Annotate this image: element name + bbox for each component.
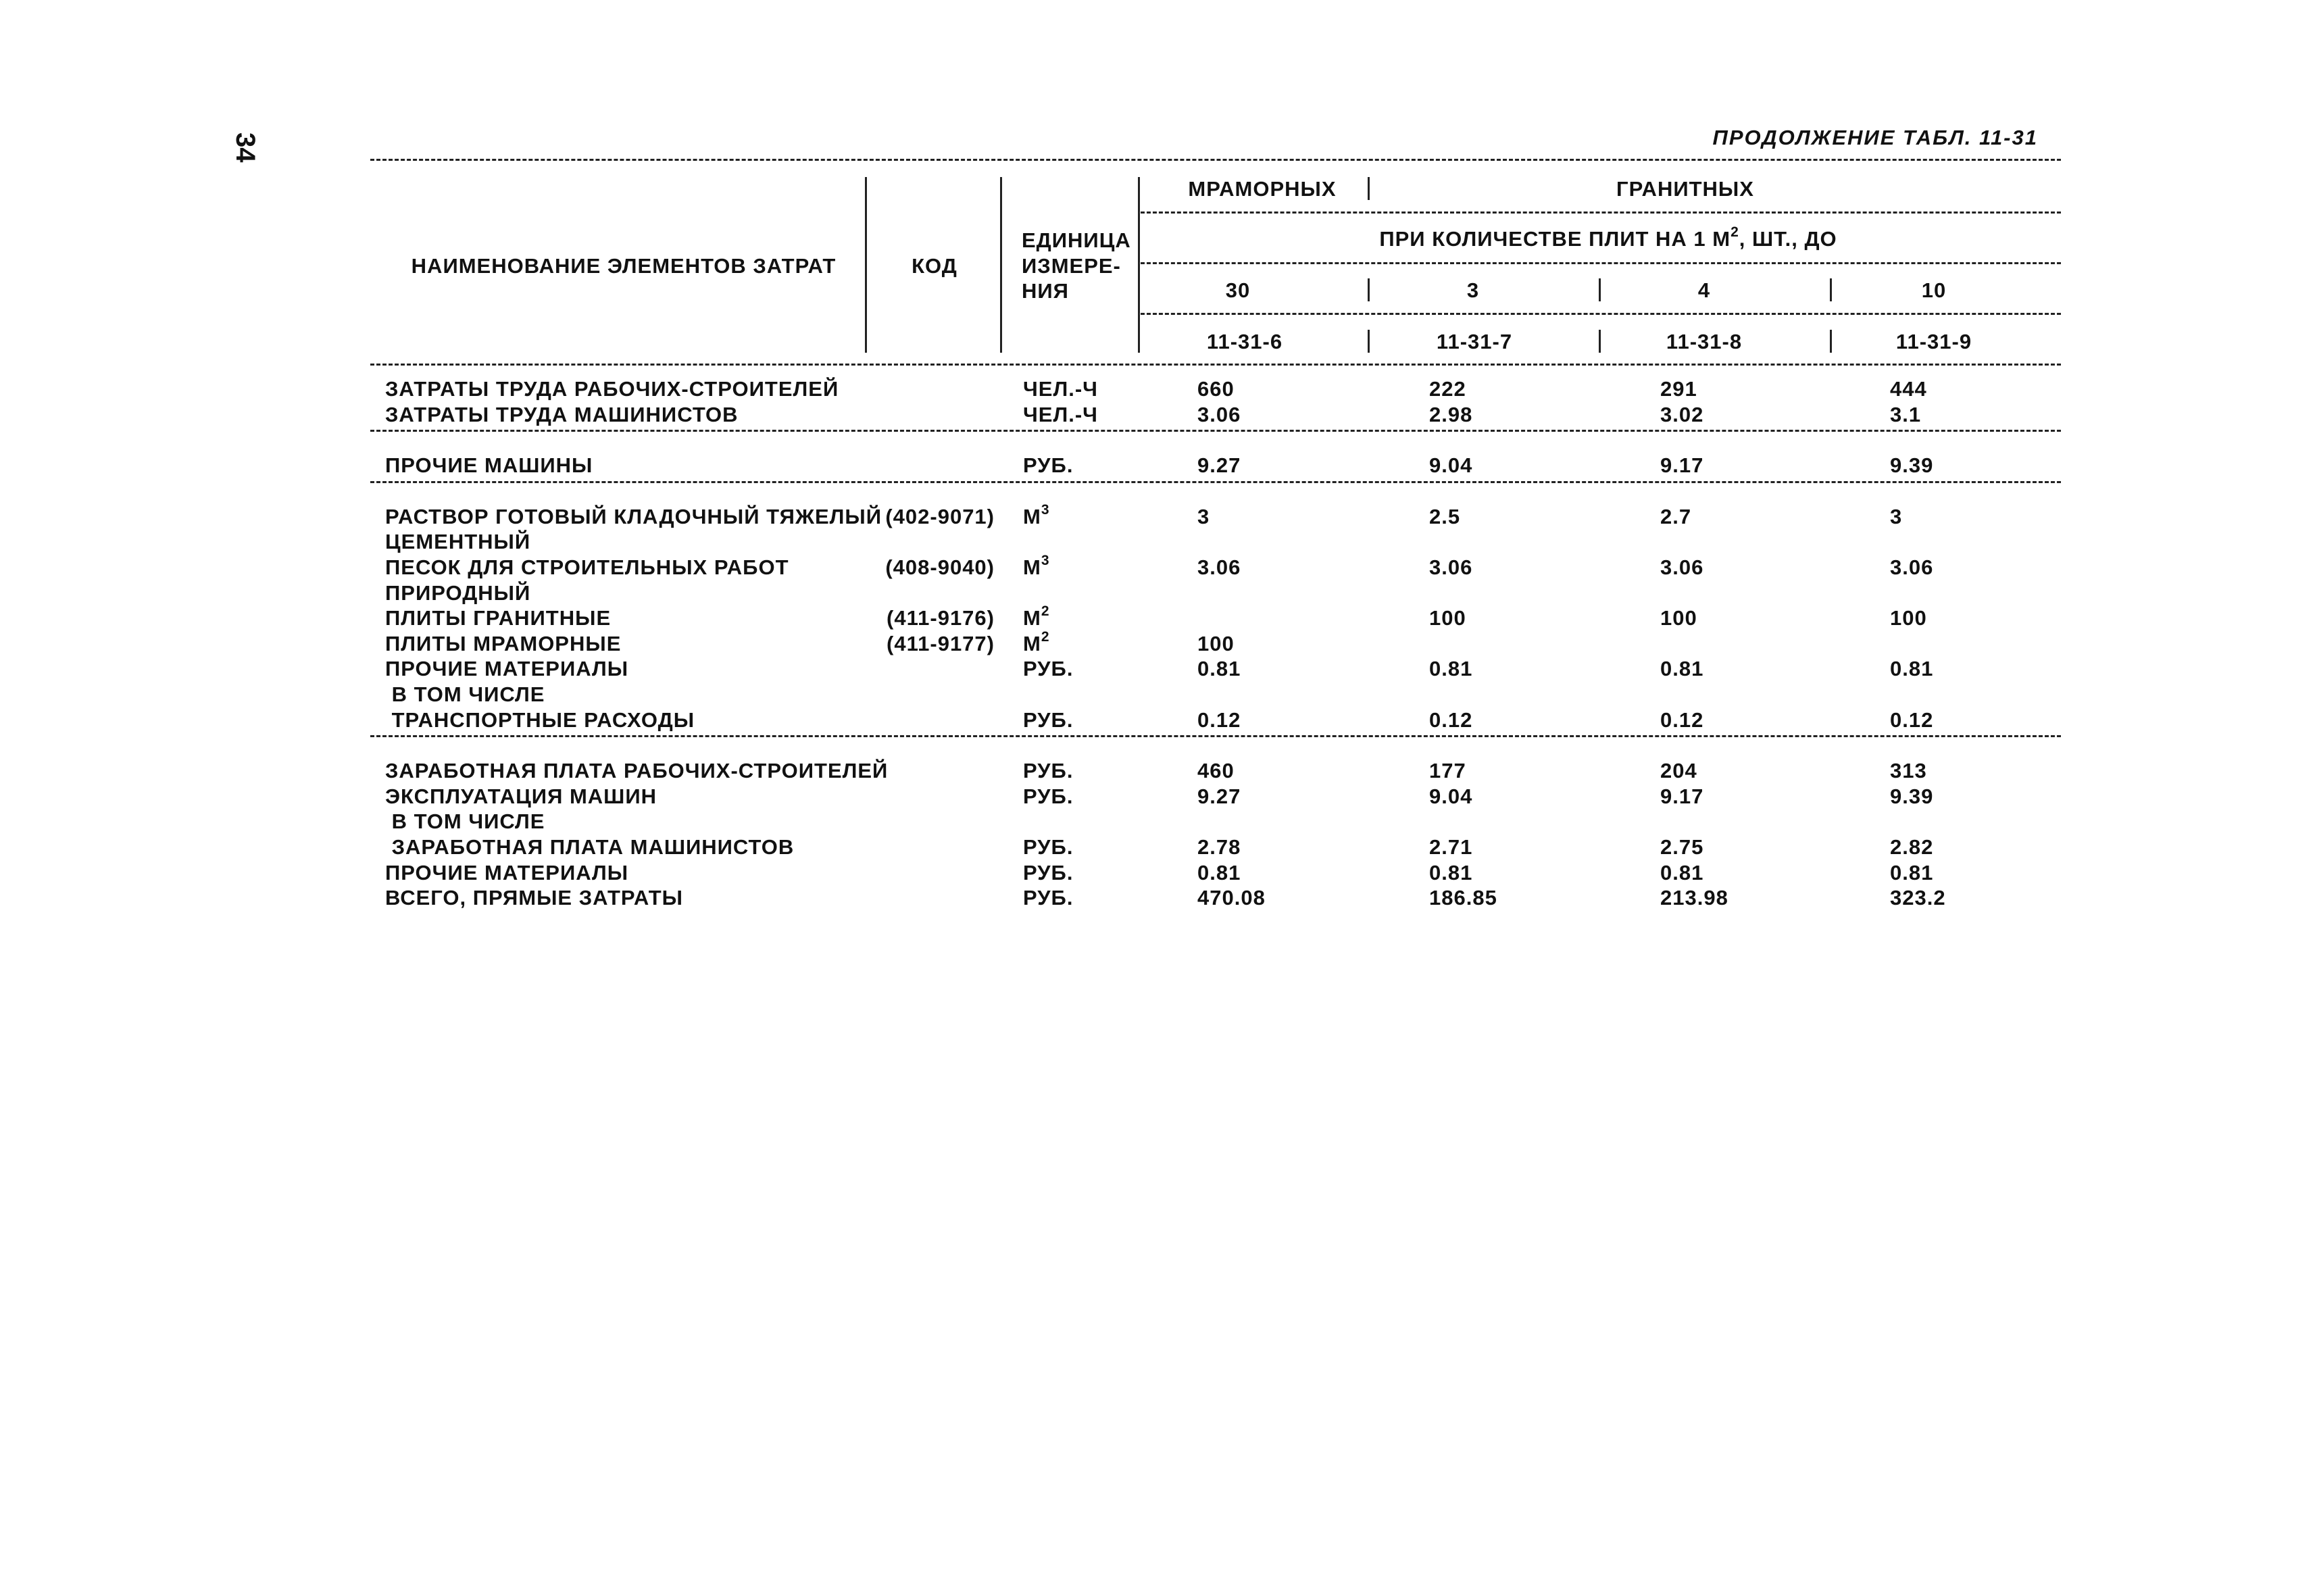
row-unit — [1023, 709, 1073, 730]
section-rule — [370, 735, 2061, 737]
row-name: ЭКСПЛУАТАЦИЯ МАШИН — [385, 784, 657, 808]
table-continuation-title: ПРОДОЛЖЕНИЕ ТАБЛ. 11-31 — [1712, 126, 2038, 149]
row-value: 3.1 — [1890, 403, 1922, 426]
row-value: 0.81 — [1890, 657, 1934, 680]
row-name: В ТОМ ЧИСЛЕ — [385, 682, 545, 706]
row-value: 3 — [1890, 505, 1903, 528]
row-value: 0.81 — [1890, 861, 1934, 884]
row-unit — [1023, 553, 1050, 579]
row-unit-text: РУБ. — [1023, 886, 1074, 909]
row-value: 2.71 — [1429, 835, 1473, 859]
row-unit-sup: 3 — [1041, 553, 1050, 568]
row-value: 660 — [1197, 377, 1235, 401]
row-unit — [1023, 760, 1073, 781]
row-value: 9.27 — [1197, 784, 1241, 808]
header-quantity-prefix: ПРИ КОЛИЧЕСТВЕ ПЛИТ НА 1 М — [1379, 227, 1731, 251]
col-sep-unit — [1138, 177, 1140, 353]
header-unit-line-2: ИЗМЕРЕ- — [1022, 254, 1121, 278]
row-unit — [1023, 786, 1073, 807]
row-unit — [1023, 603, 1050, 630]
row-unit — [1023, 658, 1073, 679]
row-value: 0.81 — [1429, 861, 1473, 884]
row-name: ПРОЧИЕ МАТЕРИАЛЫ — [385, 657, 629, 680]
header-rule-2 — [1141, 262, 2061, 264]
row-value: 3 — [1197, 505, 1210, 528]
row-value: 100 — [1890, 606, 1927, 630]
row-name: ЦЕМЕНТНЫЙ — [385, 530, 531, 553]
row-value: 0.81 — [1429, 657, 1473, 680]
row-value: 3.06 — [1429, 555, 1473, 579]
header-quantity — [1379, 224, 1837, 251]
header-rule-3 — [1141, 313, 2061, 315]
header-code: КОД — [912, 254, 957, 278]
row-unit-text: РУБ. — [1023, 861, 1074, 884]
header-code-1: 11-31-6 — [1206, 330, 1283, 353]
row-value: 323.2 — [1890, 886, 1946, 909]
header-granite: ГРАНИТНЫХ — [1616, 177, 1754, 201]
row-value: 3.06 — [1197, 403, 1241, 426]
row-value: 3.06 — [1660, 555, 1704, 579]
row-name: ТРАНСПОРТНЫЕ РАСХОДЫ — [385, 708, 695, 732]
row-unit — [1023, 837, 1073, 857]
row-unit — [1023, 404, 1098, 425]
header-count-4: 10 — [1921, 278, 1947, 302]
col-sep-marble-granite — [1368, 177, 1370, 200]
header-unit-line-3: НИЯ — [1022, 279, 1069, 303]
row-unit-text: РУБ. — [1023, 784, 1074, 808]
row-unit-text: РУБ. — [1023, 835, 1074, 859]
row-value: 0.81 — [1197, 657, 1241, 680]
row-unit-text: РУБ. — [1023, 759, 1074, 782]
row-name: ПРОЧИЕ МАШИНЫ — [385, 453, 593, 477]
row-value: 3.02 — [1660, 403, 1704, 426]
row-value: 444 — [1890, 377, 1927, 401]
row-name: ЗАТРАТЫ ТРУДА МАШИНИСТОВ — [385, 403, 739, 426]
row-value: 0.12 — [1429, 708, 1473, 732]
row-value: 2.7 — [1660, 505, 1692, 528]
row-name: ЗАРАБОТНАЯ ПЛАТА РАБОЧИХ-СТРОИТЕЛЕЙ — [385, 759, 889, 782]
row-value: 100 — [1197, 632, 1235, 655]
row-name: РАСТВОР ГОТОВЫЙ КЛАДОЧНЫЙ ТЯЖЕЛЫЙ — [385, 505, 882, 528]
row-code: (411-9176) — [887, 606, 995, 630]
row-name: ЗАТРАТЫ ТРУДА РАБОЧИХ-СТРОИТЕЛЕЙ — [385, 377, 839, 401]
row-unit-text: М — [1023, 505, 1041, 528]
row-unit — [1023, 862, 1073, 883]
row-unit-text: РУБ. — [1023, 657, 1074, 680]
row-value: 100 — [1429, 606, 1466, 630]
header-bottom-rule — [370, 364, 2061, 366]
row-unit — [1023, 378, 1098, 399]
row-value: 460 — [1197, 759, 1235, 782]
row-name: ПРОЧИЕ МАТЕРИАЛЫ — [385, 861, 629, 884]
col-sep-count-2 — [1599, 278, 1601, 301]
row-name: ПЕСОК ДЛЯ СТРОИТЕЛЬНЫХ РАБОТ — [385, 555, 789, 579]
header-count-1: 30 — [1225, 278, 1251, 302]
row-value: 222 — [1429, 377, 1466, 401]
row-value: 0.12 — [1890, 708, 1934, 732]
row-value: 2.75 — [1660, 835, 1704, 859]
row-unit-text: М — [1023, 606, 1041, 630]
header-top-rule — [370, 159, 2061, 161]
row-name: ПЛИТЫ ГРАНИТНЫЕ — [385, 606, 612, 630]
row-name: ЗАРАБОТНАЯ ПЛАТА МАШИНИСТОВ — [385, 835, 795, 859]
row-unit — [1023, 887, 1073, 908]
col-sep-code-1 — [1368, 330, 1370, 353]
row-value: 9.17 — [1660, 453, 1704, 477]
section-rule — [370, 481, 2061, 483]
row-value: 9.39 — [1890, 453, 1934, 477]
row-unit — [1023, 455, 1073, 476]
row-value: 0.12 — [1660, 708, 1704, 732]
row-value: 9.27 — [1197, 453, 1241, 477]
row-value: 204 — [1660, 759, 1697, 782]
row-value: 2.78 — [1197, 835, 1241, 859]
row-value: 100 — [1660, 606, 1697, 630]
row-value: 9.17 — [1660, 784, 1704, 808]
header-rule-1 — [1141, 211, 2061, 214]
col-sep-count-3 — [1830, 278, 1832, 301]
row-unit-sup: 3 — [1041, 502, 1050, 518]
row-unit-text: ЧЕЛ.-Ч — [1023, 403, 1098, 426]
row-code: (408-9040) — [885, 555, 995, 579]
page-number: 34 — [230, 132, 260, 163]
row-name: ПРИРОДНЫЙ — [385, 581, 531, 605]
col-sep-name — [865, 177, 867, 353]
header-name: НАИМЕНОВАНИЕ ЭЛЕМЕНТОВ ЗАТРАТ — [411, 254, 837, 278]
header-count-2: 3 — [1466, 278, 1480, 302]
row-value: 313 — [1890, 759, 1927, 782]
row-value: 9.39 — [1890, 784, 1934, 808]
row-name: ВСЕГО, ПРЯМЫЕ ЗАТРАТЫ — [385, 886, 683, 909]
row-unit — [1023, 629, 1050, 655]
row-unit-text: РУБ. — [1023, 453, 1074, 477]
col-sep-code — [1000, 177, 1002, 353]
header-quantity-sup: 2 — [1731, 224, 1739, 240]
row-name: ПЛИТЫ МРАМОРНЫЕ — [385, 632, 622, 655]
row-code: (411-9177) — [887, 632, 995, 655]
row-value: 0.81 — [1197, 861, 1241, 884]
section-rule — [370, 430, 2061, 432]
header-code-3: 11-31-8 — [1666, 330, 1743, 353]
col-sep-code-3 — [1830, 330, 1832, 353]
header-code-4: 11-31-9 — [1895, 330, 1972, 353]
row-value: 0.12 — [1197, 708, 1241, 732]
row-value: 9.04 — [1429, 784, 1473, 808]
row-unit-text: М — [1023, 632, 1041, 655]
row-value: 3.06 — [1197, 555, 1241, 579]
row-value: 470.08 — [1197, 886, 1266, 909]
row-unit-text: М — [1023, 555, 1041, 579]
row-value: 186.85 — [1429, 886, 1497, 909]
row-value: 3.06 — [1890, 555, 1934, 579]
col-sep-count-1 — [1368, 278, 1370, 301]
row-code: (402-9071) — [885, 505, 995, 528]
row-value: 177 — [1429, 759, 1466, 782]
row-value: 0.81 — [1660, 657, 1704, 680]
row-value: 9.04 — [1429, 453, 1473, 477]
header-count-3: 4 — [1697, 278, 1711, 302]
row-value: 291 — [1660, 377, 1697, 401]
header-code-2: 11-31-7 — [1436, 330, 1513, 353]
header-quantity-suffix: , ШТ., ДО — [1739, 227, 1837, 251]
row-unit — [1023, 502, 1050, 528]
row-value: 2.98 — [1429, 403, 1473, 426]
col-sep-code-2 — [1599, 330, 1601, 353]
row-value: 2.5 — [1429, 505, 1461, 528]
row-unit-sup: 2 — [1041, 603, 1050, 619]
row-name: В ТОМ ЧИСЛЕ — [385, 809, 545, 833]
row-value: 213.98 — [1660, 886, 1728, 909]
header-marble: МРАМОРНЫХ — [1188, 177, 1337, 201]
row-value: 2.82 — [1890, 835, 1934, 859]
header-unit-line-1: ЕДИНИЦА — [1022, 228, 1131, 252]
row-unit-sup: 2 — [1041, 629, 1050, 645]
row-value: 0.81 — [1660, 861, 1704, 884]
row-unit-text: ЧЕЛ.-Ч — [1023, 377, 1098, 401]
row-unit-text: РУБ. — [1023, 708, 1074, 732]
